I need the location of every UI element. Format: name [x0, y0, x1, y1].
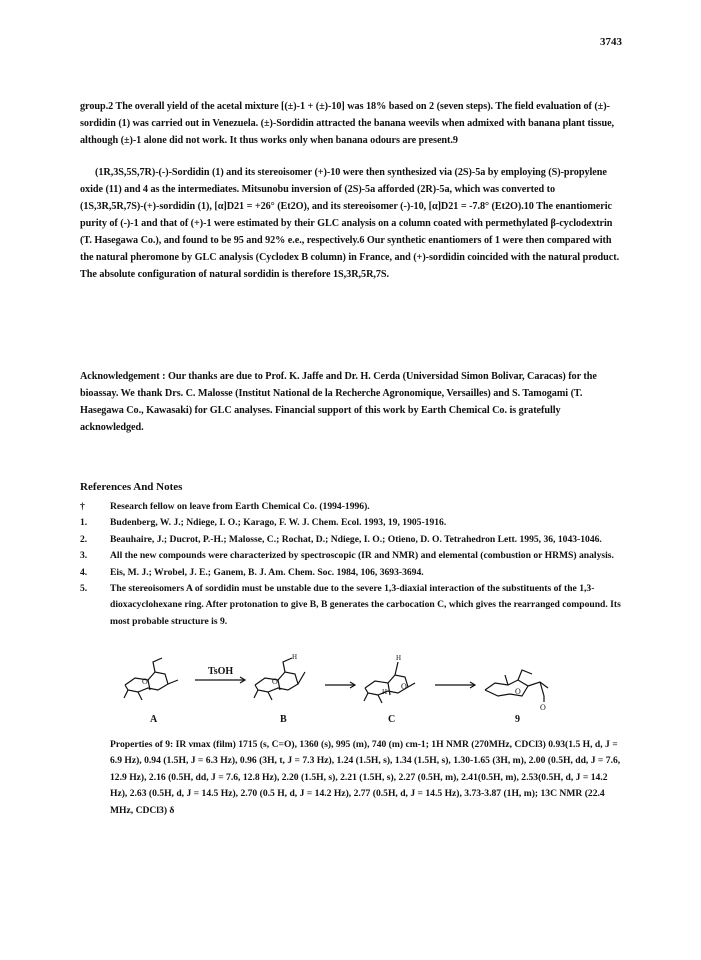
reference-item: [80, 565, 625, 581]
label-c: C: [388, 714, 396, 725]
paragraph-1: group.2 The overall yield of the acetal mixture [(±)-1 + (±)-10] was 18% based on 2 (seven steps). The field evaluation of (±)-sordidin (1) was carried out in Venezuela. (±)-Sordidin attracted the banana weevils when admixed with banana plant tissue, although (±)-1 alone did not work. It thus works only when banana odours are present.9: [80, 101, 615, 146]
page-number: 3743: [600, 36, 622, 48]
acknowledgement-text: : Our thanks are due to Prof. K. Jaffe and Dr. H. Cerda (Universidad Simon Bolivar, Caracas) for the bioassay. We thank Drs. C. Malosse (Institut National de la Recherche Agronomique, Versailles) and S. Tamogami (T. Hasegawa Co., Kawasaki) for GLC analyses. Financial support of this work by Earth Chemical Co. is gratefully acknowledged.: [80, 371, 597, 433]
oxygen-label: O: [142, 677, 148, 686]
references-title: References And Notes: [80, 481, 183, 493]
reference-text: Eis, M. J.; Wrobel, J. E.; Ganem, B. J. Am. Chem. Soc. 1984, 106, 3693-3694.: [110, 566, 424, 578]
label-a: A: [150, 714, 158, 725]
structure-9: [485, 670, 548, 702]
h-label: H: [292, 653, 298, 661]
oxygen-label: O: [401, 682, 407, 691]
oxygen-label: O: [540, 703, 546, 712]
reaction-scheme: [120, 650, 570, 730]
reference-item: [80, 515, 625, 531]
reference-item: [80, 532, 625, 548]
structure-c: [364, 662, 415, 703]
reagent-label: TsOH: [208, 666, 234, 677]
reference-text: Beauhaire, J.; Ducrot, P.-H.; Malosse, C.; Rochat, D.; Ndiege, I. O.; Otieno, D. O. Tetrahedron Lett. 1995, 36, 1043-1046.: [110, 533, 602, 545]
structure-a: [124, 658, 178, 700]
reference-number: 3.: [80, 550, 88, 562]
h-label: H: [382, 688, 388, 696]
references-list: [80, 499, 625, 630]
acknowledgement: [80, 368, 620, 436]
reference-number: 4.: [80, 566, 88, 578]
reference-text: The stereoisomers A of sordidin must be unstable due to the severe 1,3-diaxial interaction of the substituents of the 1,3-dioxacyclohexane ring. After protonation to give B, B generates the carbocation C, which gives the rearranged compound. Its most probable structure is 9.: [110, 583, 621, 627]
reference-text: All the new compounds were characterized by spectroscopic (IR and NMR) and elemental (combustion or HRMS) analysis.: [110, 550, 614, 562]
paragraph-2: (1R,3S,5S,7R)-(-)-Sordidin (1) and its stereoisomer (+)-10 were then synthesized via (2S)-5a by employing (S)-propylene oxide (11) and 4 as the intermediates. Mitsunobu inversion of (2S)-5a afforded (2R)-5a, which was converted to (1S,3R,5R,7S)-(+)-sordidin (1), [α]D21 = +26° (Et2O), and its stereoisomer (-)-10, [α]D21 = -7.8° (Et2O).10 The enantiomeric purity of (-)-1 and that of (+)-1 were estimated by their GLC analysis on a column coated with permethylated β-cyclodextrin (T. Hasegawa Co.), and found to be 95 and 92% e.e., respectively.6 Our synthetic enantiomers of 1 were then compared with the natural pheromone by GLC analysis (Cyclodex B column) in France, and (+)-sordidin coincided with the natural product. The absolute configuration of natural sordidin is therefore 1S,3R,5R,7S.: [80, 167, 620, 280]
reference-text: Research fellow on leave from Earth Chemical Co. (1994-1996).: [110, 501, 370, 512]
reference-number: 2.: [80, 533, 88, 545]
structure-b: [254, 658, 305, 700]
label-9: 9: [515, 714, 520, 725]
reference-number: †: [80, 501, 85, 512]
properties-text: Properties of 9: IR νmax (film) 1715 (s, C=O), 1360 (s), 995 (m), 740 (m) cm-1; 1H NMR (270MHz, CDCl3) 0.93(1.5 H, d, J = 6.9 Hz), 0.94 (1.5H, J = 6.3 Hz), 0.96 (3H, t, J = 7.3 Hz), 1.24 (1.5H, s), 1.34 (1.5H, s), 1.30-1.65 (3H, m), 2.00 (0.5H, dd, J = 7.6, 12.9 Hz), 2.16 (0.5H, dd, J = 7.6, 12.8 Hz), 2.20 (1.5H, s), 2.21 (1.5H, s), 2.27 (0.5H, m), 2.41(0.5H, m), 2.53(0.5H, d, J = 14.2 Hz), 2.63 (0.5H, d, J = 14.5 Hz), 2.70 (0.5 H, d, J = 14.2 Hz), 2.77 (0.5H, d, J = 14.5 Hz), 3.73-3.87 (1H, m); 13C NMR (22.4 MHz, CDCl3) δ: [110, 739, 621, 816]
reference-item: [80, 499, 625, 515]
reference-item: [80, 548, 625, 564]
h-label: H: [396, 654, 402, 662]
acknowledgement-heading: Acknowledgement: [80, 371, 160, 382]
reference-item: [80, 581, 625, 630]
oxygen-label: O: [272, 677, 278, 686]
oxygen-label: O: [515, 687, 521, 696]
reference-number: 5.: [80, 583, 88, 595]
label-b: B: [280, 714, 287, 725]
reference-text: Budenberg, W. J.; Ndiege, I. O.; Karago, F. W. J. Chem. Ecol. 1993, 19, 1905-1916.: [110, 517, 447, 529]
reference-number: 1.: [80, 517, 88, 529]
